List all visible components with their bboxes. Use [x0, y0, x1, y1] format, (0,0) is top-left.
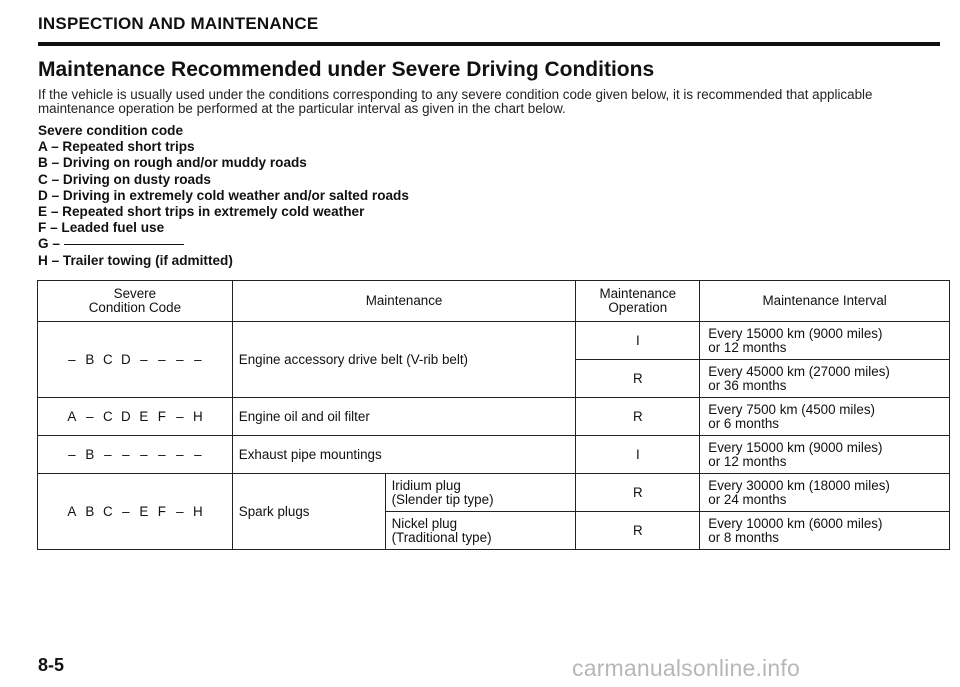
maintenance-interval-cell — [700, 398, 950, 436]
maintenance-table-body — [38, 281, 950, 550]
condition-code-letter: H — [193, 408, 203, 424]
maintenance-operation-cell: I — [576, 436, 700, 474]
maintenance-interval-cell — [700, 436, 950, 474]
code-h: H – Trailer towing (if admitted) — [38, 252, 233, 268]
maintenance-subitem-line: Nickel plug — [391, 515, 458, 531]
maintenance-interval-line: Every 30000 km (18000 miles) — [708, 477, 890, 493]
maintenance-operation-cell: R — [576, 512, 700, 550]
maintenance-operation-cell: R — [576, 360, 700, 398]
code-g-blank-line — [64, 244, 184, 245]
code-d: D – Driving in extremely cold weather and/or salted roads — [38, 187, 409, 203]
maintenance-operation-cell: I — [576, 322, 700, 360]
maintenance-subitem-cell — [385, 512, 576, 550]
code-g: G – — [38, 236, 60, 252]
code-b: B – Driving on rough and/or muddy roads — [38, 155, 307, 171]
condition-code-letter: E — [139, 408, 149, 424]
condition-code-letter: – — [176, 503, 184, 519]
watermark: carmanualsonline.info — [572, 655, 800, 681]
code-c: C – Driving on dusty roads — [38, 171, 211, 187]
header-maintenance-operation — [576, 281, 700, 322]
condition-code-letter: C — [103, 408, 113, 424]
header-maintenance: Maintenance — [232, 281, 576, 322]
condition-code-letter: – — [104, 446, 112, 462]
table-row — [38, 474, 950, 512]
code-g-row — [38, 236, 409, 252]
maintenance-operation-cell: R — [576, 474, 700, 512]
header-severe-condition-code-line: Condition Code — [88, 300, 182, 315]
header-severe-condition-code — [38, 281, 233, 322]
condition-code-letter: – — [68, 351, 76, 367]
condition-code-letter: B — [85, 503, 95, 519]
maintenance-table — [37, 280, 950, 550]
code-a: A – Repeated short trips — [38, 139, 195, 155]
maintenance-item-cell: Engine accessory drive belt (V-rib belt) — [232, 322, 576, 398]
condition-code-letter: C — [103, 351, 113, 367]
condition-code-letter: – — [140, 446, 148, 462]
condition-code-letter: – — [122, 446, 130, 462]
maintenance-interval-line: Every 15000 km (9000 miles) — [708, 325, 883, 341]
condition-code-letter: – — [194, 446, 202, 462]
condition-code-letter: – — [122, 503, 130, 519]
condition-code-letter: – — [176, 446, 184, 462]
maintenance-interval-line: or 24 months — [708, 491, 787, 507]
code-f: F – Leaded fuel use — [38, 220, 165, 236]
severe-condition-code-cell — [38, 436, 233, 474]
header-maintenance-operation-line: Operation — [608, 300, 668, 315]
page-number: 8-5 — [38, 655, 65, 675]
maintenance-interval-line: Every 15000 km (9000 miles) — [708, 439, 883, 455]
condition-code-letter: D — [121, 408, 131, 424]
maintenance-interval-line: or 8 months — [708, 529, 779, 545]
header-severe-condition-code-line: Severe — [113, 286, 157, 301]
maintenance-interval-line: Every 45000 km (27000 miles) — [708, 363, 890, 379]
maintenance-interval-line: or 36 months — [708, 377, 787, 393]
condition-code-letter: F — [157, 503, 166, 519]
condition-code-letter: H — [193, 503, 203, 519]
maintenance-subitem-line: Iridium plug — [391, 477, 461, 493]
condition-code-letter: D — [121, 351, 131, 367]
maintenance-operation-cell: R — [576, 398, 700, 436]
severe-condition-code-cell — [38, 398, 233, 436]
section-header: INSPECTION AND MAINTENANCE — [38, 14, 319, 33]
severe-condition-code-cell — [38, 474, 233, 550]
condition-code-letter: – — [86, 408, 94, 424]
condition-code-letter: B — [85, 446, 95, 462]
intro-paragraph: If the vehicle is usually used under the conditions corresponding to any severe condition code given below, it is recommended that applicable maintenance operation be performed at the particular interval as given in the chart below. — [38, 87, 873, 116]
condition-code-letter: A — [67, 503, 77, 519]
condition-code-letter: A — [67, 408, 77, 424]
condition-code-letter: – — [158, 351, 166, 367]
condition-code-letter: – — [158, 446, 166, 462]
maintenance-subitem-line: (Slender tip type) — [391, 491, 494, 507]
maintenance-item-cell: Exhaust pipe mountings — [232, 436, 576, 474]
maintenance-interval-cell — [700, 512, 950, 550]
code-e: E – Repeated short trips in extremely cold weather — [38, 204, 365, 220]
condition-code-letter: E — [139, 503, 149, 519]
header-maintenance-interval: Maintenance Interval — [700, 281, 950, 322]
maintenance-subitem-cell — [385, 474, 576, 512]
maintenance-interval-cell — [700, 322, 950, 360]
header-rule — [38, 42, 940, 46]
condition-code-letter: – — [176, 351, 184, 367]
maintenance-interval-line: or 12 months — [708, 339, 787, 355]
severe-condition-code-cell — [38, 322, 233, 398]
table-header-row — [38, 281, 950, 322]
maintenance-interval-line: or 6 months — [708, 415, 779, 431]
condition-code-letter: – — [68, 446, 76, 462]
maintenance-interval-cell — [700, 474, 950, 512]
condition-code-letter: – — [176, 408, 184, 424]
severe-condition-codes — [38, 123, 409, 269]
table-row — [38, 436, 950, 474]
table-row — [38, 322, 950, 360]
page-title: Maintenance Recommended under Severe Driving Conditions — [38, 58, 655, 81]
maintenance-item-cell: Spark plugs — [232, 474, 385, 550]
header-maintenance-operation-line: Maintenance — [599, 286, 677, 301]
maintenance-item-cell: Engine oil and oil filter — [232, 398, 576, 436]
codes-heading: Severe condition code — [38, 123, 184, 138]
maintenance-interval-cell — [700, 360, 950, 398]
maintenance-interval-line: Every 10000 km (6000 miles) — [708, 515, 883, 531]
condition-code-letter: C — [103, 503, 113, 519]
maintenance-interval-line: Every 7500 km (4500 miles) — [708, 401, 875, 417]
maintenance-subitem-line: (Traditional type) — [391, 529, 492, 545]
table-row — [38, 398, 950, 436]
condition-code-letter: F — [157, 408, 166, 424]
condition-code-letter: – — [194, 351, 202, 367]
condition-code-letter: B — [85, 351, 95, 367]
maintenance-interval-line: or 12 months — [708, 453, 787, 469]
condition-code-letter: – — [140, 351, 148, 367]
